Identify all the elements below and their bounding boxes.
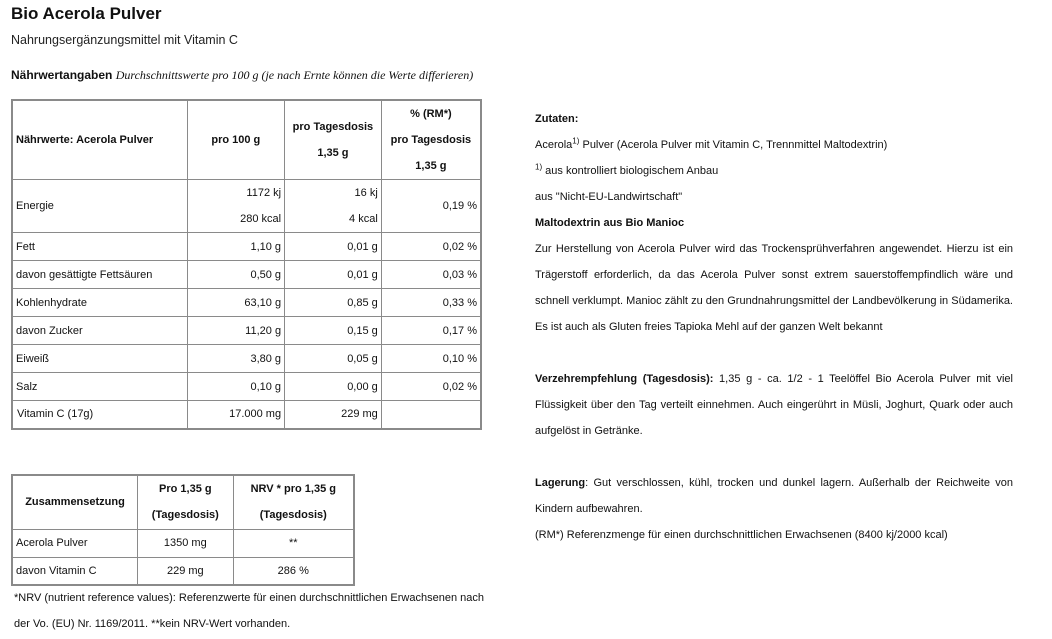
zutaten-text: Pulver (Acerola Pulver mit Vitamin C, Trennmittel Maltodextrin) xyxy=(579,139,888,151)
header-perdose-line2: 1,35 g xyxy=(317,147,349,159)
row-rm: 0,02 % xyxy=(381,373,481,401)
table-row xyxy=(12,345,481,373)
comp-header-nrv xyxy=(233,475,354,529)
row-per100: 3,80 g xyxy=(187,345,284,373)
row-per100 xyxy=(187,180,284,233)
comp-row-nrv: ** xyxy=(233,529,354,557)
comp-row-nrv: 286 % xyxy=(233,557,354,585)
page-subtitle: Nahrungsergänzungsmittel mit Vitamin C xyxy=(11,33,238,47)
malto-text: Zur Herstellung von Acerola Pulver wird das Trockensprühverfahren angewendet. Hierzu ist ein Trägerstoff erforderlich, da das Acerola Pulver sonst extrem sauerstoffempfindlich wäre und schnell verklumpt. Manioc zählt zu den Grundnahrungsmittel der Landbevölkerung in Südamerika. Es ist auch als Gluten freies Tapioka Mehl auf der ganzen Welt bekannt xyxy=(535,243,1013,333)
row-perdose: 0,01 g xyxy=(285,233,382,261)
row-name: Energie xyxy=(12,180,187,233)
row-rm: 0,19 % xyxy=(381,180,481,233)
header-perdose-line1: pro Tagesdosis xyxy=(292,121,374,133)
energy-per100-kcal: 280 kcal xyxy=(240,213,282,225)
header-name: Nährwerte: Acerola Pulver xyxy=(12,100,187,180)
row-rm: 0,02 % xyxy=(381,233,481,261)
table-row xyxy=(12,557,354,585)
anbau-line xyxy=(535,158,1013,184)
row-rm: 0,33 % xyxy=(381,289,481,317)
energy-per100-kj: 1172 kj xyxy=(246,187,282,199)
verzehr-paragraph xyxy=(535,366,1013,444)
product-info xyxy=(535,106,1013,548)
header-rm xyxy=(381,100,481,180)
row-name: davon Zucker xyxy=(12,317,187,345)
row-name: Kohlenhydrate xyxy=(12,289,187,317)
comp-row-name: davon Vitamin C xyxy=(12,557,138,585)
lagerung-text: : Gut verschlossen, kühl, trocken und dunkel lagern. Außerhalb der Reichweite von Kindern aufbewahren. xyxy=(535,477,1013,515)
table-row xyxy=(12,317,481,345)
row-name: Eiweiß xyxy=(12,345,187,373)
table-row xyxy=(12,180,481,233)
table-row xyxy=(12,373,481,401)
spacer xyxy=(535,340,1013,366)
row-name: davon gesättigte Fettsäuren xyxy=(12,261,187,289)
comp-header-nrv-line1: NRV * pro 1,35 g xyxy=(250,483,336,496)
zutaten-word: Acerola xyxy=(535,139,573,151)
header-perdose xyxy=(285,100,382,180)
comp-header-dose xyxy=(138,475,234,529)
row-perdose xyxy=(285,180,382,233)
row-name: Vitamin C (17g) xyxy=(12,401,187,429)
nrv-footnote xyxy=(14,585,494,637)
energy-perdose-kj: 16 kj xyxy=(354,187,378,199)
nutrition-heading: Nährwertangaben xyxy=(11,68,113,82)
row-perdose: 0,85 g xyxy=(285,289,382,317)
row-perdose: 0,15 g xyxy=(285,317,382,345)
row-per100: 17.000 mg xyxy=(187,401,284,429)
nutrition-note: Durchschnittswerte pro 100 g (je nach Ernte können die Werte differieren) xyxy=(115,68,474,82)
table-row xyxy=(12,233,481,261)
lagerung-label: Lagerung xyxy=(535,477,586,489)
comp-row-dose: 229 mg xyxy=(138,557,234,585)
anbau-footnote-mark: 1) xyxy=(535,162,543,172)
table-row xyxy=(12,261,481,289)
composition-table xyxy=(11,474,355,586)
comp-row-dose: 1350 mg xyxy=(138,529,234,557)
nutrition-heading-line xyxy=(11,68,473,83)
nrv-footnote-line2: der Vo. (EU) Nr. 1169/2011. **kein NRV-Wert vorhanden. xyxy=(14,618,291,630)
table-row xyxy=(12,529,354,557)
page-title: Bio Acerola Pulver xyxy=(11,4,162,23)
landwirtschaft-line: aus "Nicht-EU-Landwirtschaft" xyxy=(535,191,683,203)
row-per100: 11,20 g xyxy=(187,317,284,345)
comp-row-name: Acerola Pulver xyxy=(12,529,138,557)
comp-header-nrv-line2: (Tagesdosis) xyxy=(259,509,327,522)
lagerung-paragraph xyxy=(535,470,1013,522)
nutrition-table-header xyxy=(12,100,481,180)
header-per100: pro 100 g xyxy=(187,100,284,180)
table-row xyxy=(12,289,481,317)
row-perdose: 229 mg xyxy=(285,401,382,429)
rm-note: (RM*) Referenzmenge für einen durchschnittlichen Erwachsenen (8400 kj/2000 kcal) xyxy=(535,529,948,541)
row-rm xyxy=(381,401,481,429)
header-rm-line1: % (RM*) xyxy=(410,108,452,120)
zutaten-footnote-mark: 1) xyxy=(572,136,580,146)
row-rm: 0,10 % xyxy=(381,345,481,373)
row-perdose: 0,00 g xyxy=(285,373,382,401)
row-name: Fett xyxy=(12,233,187,261)
row-per100: 0,50 g xyxy=(187,261,284,289)
zutaten-line xyxy=(535,132,1013,158)
nutrition-table xyxy=(11,99,482,430)
row-per100: 63,10 g xyxy=(187,289,284,317)
row-rm: 0,03 % xyxy=(381,261,481,289)
row-per100: 1,10 g xyxy=(187,233,284,261)
comp-header-dose-line2: (Tagesdosis) xyxy=(151,509,219,522)
header-rm-line2: pro Tagesdosis xyxy=(390,134,472,146)
row-perdose: 0,01 g xyxy=(285,261,382,289)
energy-perdose-kcal: 4 kcal xyxy=(349,213,378,225)
row-perdose: 0,05 g xyxy=(285,345,382,373)
table-row xyxy=(12,401,481,429)
anbau-text: aus kontrolliert biologischem Anbau xyxy=(542,165,719,177)
row-name: Salz xyxy=(12,373,187,401)
comp-header-name: Zusammensetzung xyxy=(12,475,138,529)
verzehr-label: Verzehrempfehlung (Tagesdosis): xyxy=(535,373,714,385)
comp-header-dose-line1: Pro 1,35 g xyxy=(159,483,212,496)
malto-heading: Maltodextrin aus Bio Manioc xyxy=(535,217,685,229)
nrv-footnote-line1: *NRV (nutrient reference values): Referenzwerte für einen durchschnittlichen Erwachsenen nach xyxy=(14,592,484,604)
verzehr-text: 1,35 g - ca. 1/2 - 1 Teelöffel Bio Acerola Pulver mit viel Flüssigkeit über den Tag verteilt einnehmen. Auch eingerührt in Müsli, Joghurt, Quark oder auch aufgelöst in Getränke. xyxy=(535,373,1013,437)
zutaten-heading: Zutaten: xyxy=(535,113,579,125)
spacer xyxy=(535,444,1013,470)
row-rm: 0,17 % xyxy=(381,317,481,345)
composition-table-header xyxy=(12,475,354,529)
row-per100: 0,10 g xyxy=(187,373,284,401)
header-rm-line3: 1,35 g xyxy=(415,160,447,172)
